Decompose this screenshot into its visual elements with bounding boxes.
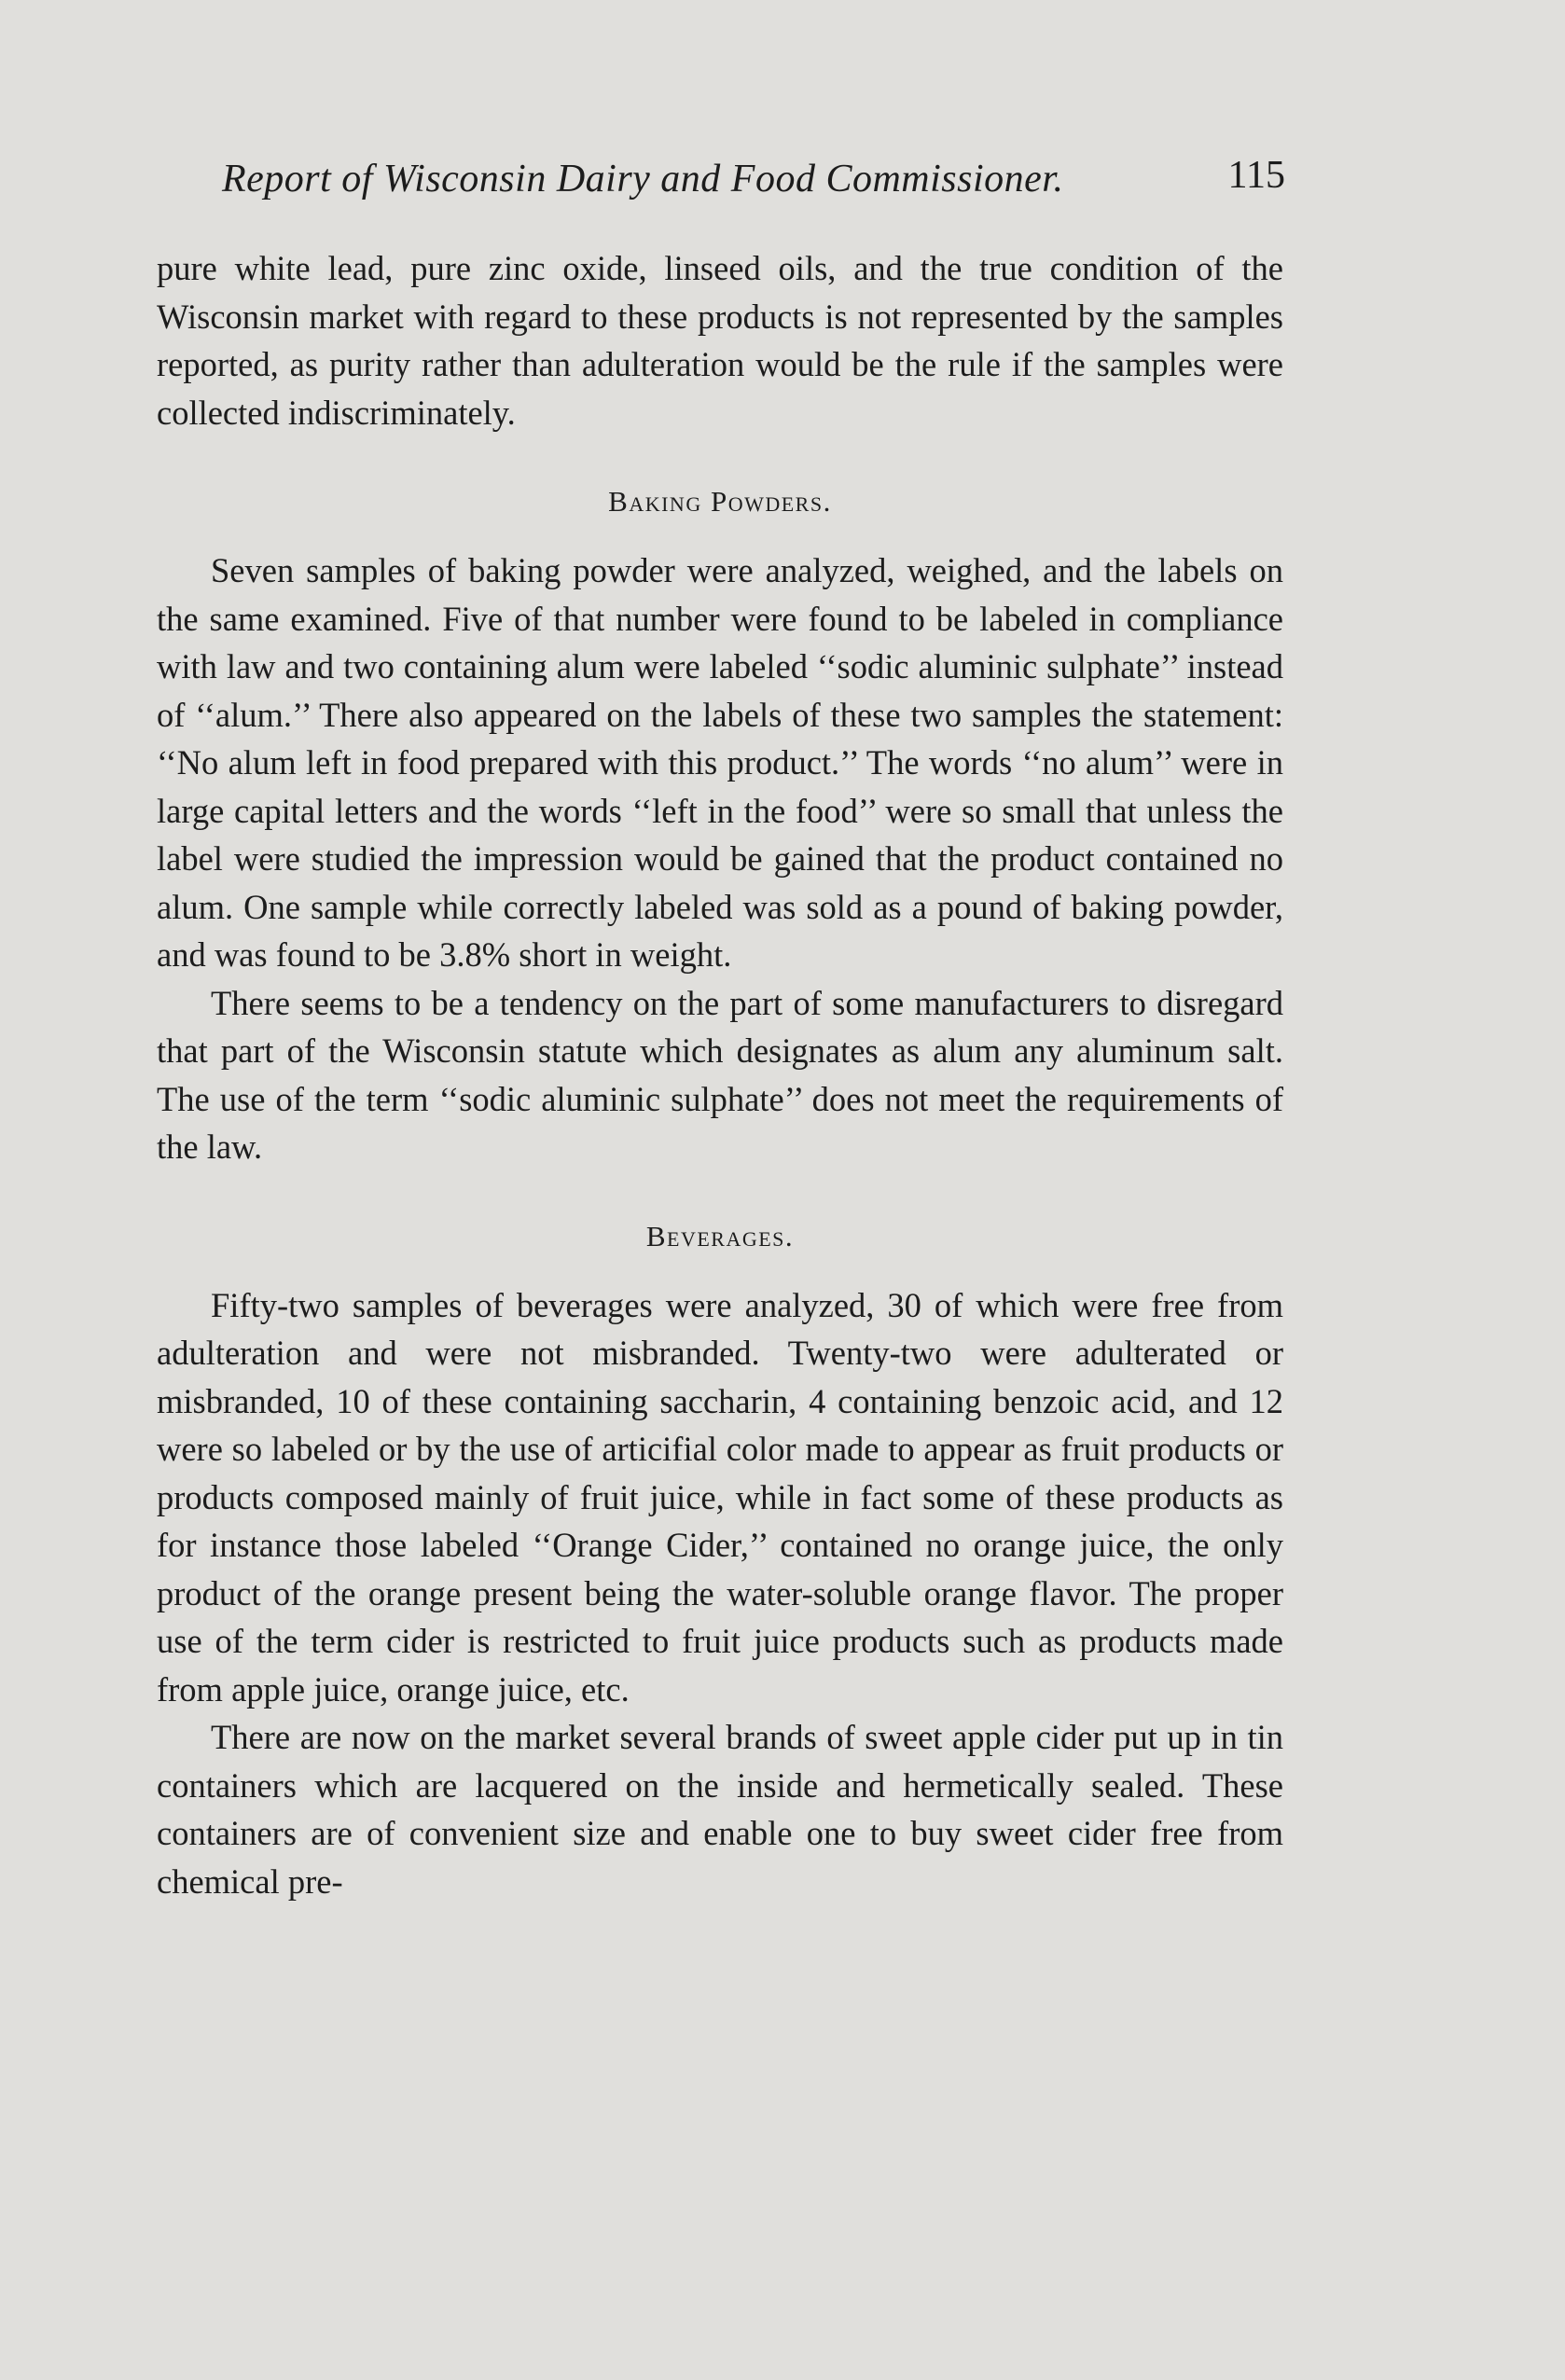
paragraph: Seven samples of baking powder were analyzed, weighed, and the labels on the same examined. Five of that number were found to be labeled in compliance with law and two containing alum were labeled ‘‘sodic aluminic sulphate’’ instead of ‘‘alum.’’ There also appeared on the labels of these two samples the statement: ‘‘No alum left in food prepared with this product.’’ The words ‘‘no alum’’ were in large capital letters and the words ‘‘left in the food’’ were so small that unless the label were studied the impression would be gained that the product contained no alum. One sample while correctly labeled was sold as a pound of baking powder, and was found to be 3.8% short in weight. xyxy=(157,551,1283,974)
paragraph: Fifty-two samples of beverages were analyzed, 30 of which were free from adulteration and were not misbranded. Twenty-two were adulterated or misbranded, 10 of these containing saccharin, 4 containing benzoic acid, and 12 were so labeled or by the use of articifial color made to appear as fruit products or products composed mainly of fruit juice, while in fact some of these products as for instance those labeled ‘‘Orange Cider,’’ contained no orange juice, the only product of the orange present being the water-soluble orange flavor. The proper use of the term cider is restricted to fruit juice products such as products made from apple juice, orange juice, etc. xyxy=(157,1285,1283,1709)
paragraph: There are now on the market several brands of sweet apple cider put up in tin containers which are lacquered on the inside and hermetically sealed. These containers are of convenient size and enable one to buy sweet cider free from chemical pre- xyxy=(157,1718,1283,1901)
paragraph: There seems to be a tendency on the part of some manufacturers to disregard that part of the Wisconsin statute which designates as alum any aluminum salt. The use of the term ‘‘sodic aluminic sulphate’’ does not meet the requirements of the law. xyxy=(157,983,1283,1166)
paragraph-continued: pure white lead, pure zinc oxide, linseed oils, and the true condition of the Wisconsin market with regard to these products is not represented by the samples reported, as purity rather than adulteration would be the rule if the samples were collected indiscriminately. xyxy=(157,249,1283,432)
section-heading-baking-powders: Baking Powders. xyxy=(608,485,832,518)
body-text xyxy=(157,244,1283,1905)
section-heading-beverages: Beverages. xyxy=(645,1219,795,1252)
page-header xyxy=(222,149,1285,214)
page-number: 115 xyxy=(1227,154,1285,197)
running-title: Report of Wisconsin Dairy and Food Commissioner. xyxy=(222,158,1064,201)
